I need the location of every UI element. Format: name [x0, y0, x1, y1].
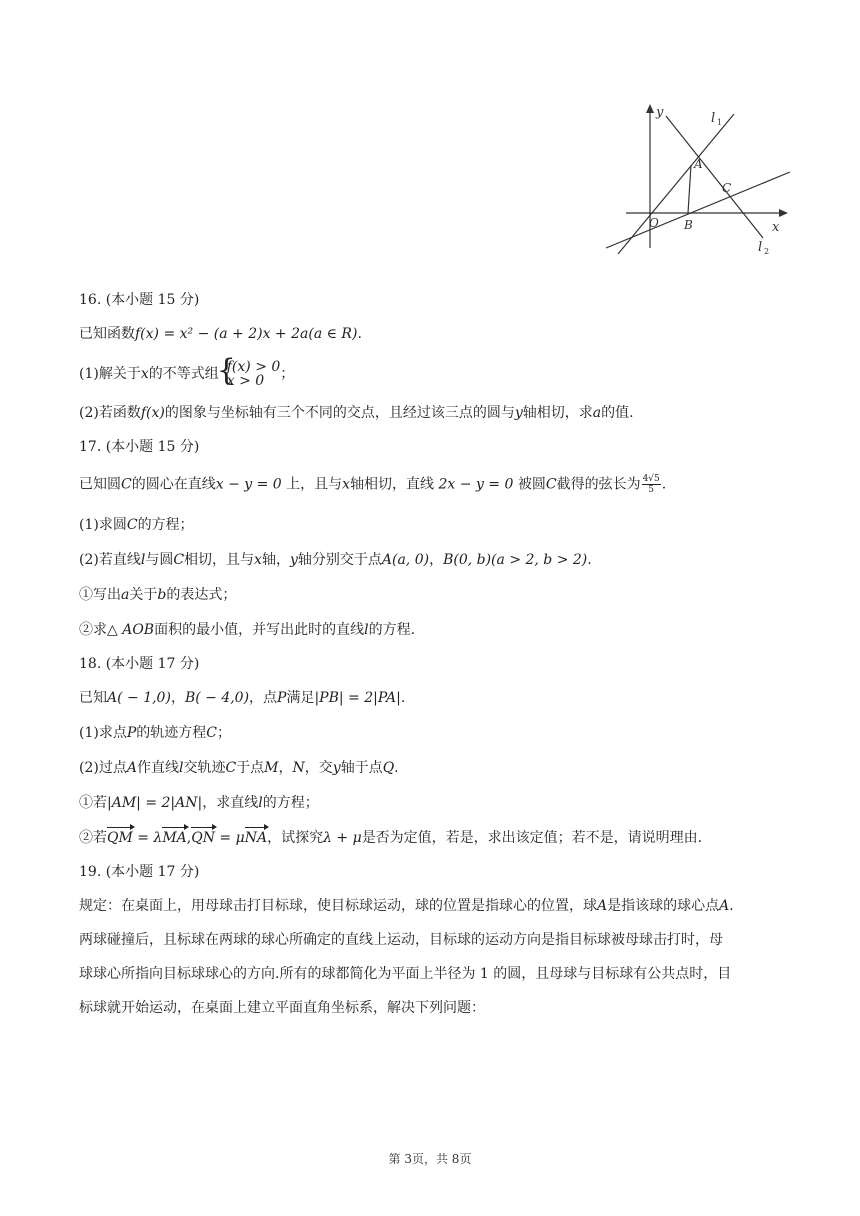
q19-line1	[79, 896, 800, 916]
math-var: l	[258, 795, 263, 811]
text: ②若	[79, 830, 107, 846]
text: 上，且与	[281, 476, 343, 493]
math-expr: x − y = 0	[215, 476, 282, 493]
q18-sub1	[79, 793, 800, 813]
text: ；	[280, 366, 295, 382]
text: .	[357, 326, 362, 342]
text: 于点	[236, 760, 265, 776]
x-axis-arrow	[779, 209, 788, 217]
q19-line2: 两球碰撞后，且标球在两球的球心所确定的直线上运动，目标球的运动方向是指目标球被母球击打时，母	[79, 932, 723, 948]
math-expr: 2x − y = 0	[438, 476, 514, 493]
text: 已知函数	[79, 326, 135, 342]
math-var: AOB	[122, 622, 155, 638]
text: 是指该球的球心点	[607, 898, 720, 914]
math-expr: B( − 4,0)	[184, 690, 250, 706]
text: ①若	[79, 795, 107, 811]
q18-heading: 18. (本小题 17 分)	[79, 656, 200, 672]
math-var: y	[289, 552, 298, 568]
label-l2: l	[758, 240, 763, 255]
inequality-2: x > 0	[226, 373, 265, 389]
math-var: M	[264, 760, 279, 776]
q19-heading: 19. (本小题 17 分)	[79, 864, 200, 880]
q18-part1	[79, 723, 800, 743]
text: ，点	[249, 690, 278, 706]
text: 的圆心在直线	[131, 476, 216, 493]
math-var: x	[140, 366, 149, 382]
math-var: C	[206, 725, 217, 741]
inequality-system	[219, 360, 281, 388]
text: .	[661, 476, 667, 493]
label-o: O	[649, 216, 659, 230]
q17-sub1	[79, 585, 800, 605]
text: 轴，	[261, 552, 290, 568]
q16-stem	[79, 324, 800, 344]
text: 是否为定值，若是，求出该定值；若不是，请说明理由.	[361, 830, 703, 846]
text: 被圆	[513, 476, 546, 493]
math-var: a	[592, 405, 602, 421]
label-c: C	[722, 181, 732, 195]
math-var: x	[342, 476, 351, 493]
text: (1)解关于	[79, 366, 141, 382]
label-l2-sub: 2	[764, 247, 770, 256]
text: (1)求圆	[79, 517, 127, 533]
geometry-figure	[598, 98, 798, 260]
math-var: P	[277, 690, 287, 706]
text: ，	[429, 552, 444, 568]
text: 轴相切，直线	[350, 476, 439, 493]
text: ，	[278, 760, 293, 776]
math-var: A	[597, 898, 608, 914]
math-var: C	[225, 760, 237, 776]
fraction-denominator: 5	[648, 485, 655, 495]
label-y: y	[656, 105, 664, 120]
text: 轴相切，求	[522, 405, 593, 421]
math-var: C	[126, 517, 138, 533]
q18-part2	[79, 758, 800, 778]
text: (2)若函数	[79, 405, 141, 421]
math-expr: |AM| = 2|AN|	[107, 795, 203, 811]
q16-part2	[79, 403, 800, 423]
text: 的方程；	[137, 517, 194, 533]
math-var: C	[545, 476, 557, 493]
math-var: l	[140, 552, 146, 568]
text: ，	[170, 690, 185, 706]
math-var: y	[514, 405, 523, 421]
math-var: Q	[382, 760, 395, 776]
text: (1)求点	[79, 725, 127, 741]
math-var: y	[332, 760, 341, 776]
math-var: C	[121, 476, 132, 493]
text: ，求直线	[202, 795, 259, 811]
math-expr: A( − 1,0)	[107, 690, 171, 706]
math-var: A	[719, 898, 730, 914]
text: (2)若直线	[79, 552, 141, 568]
text: 交轨迹	[183, 760, 226, 776]
vector-qn: QN	[191, 830, 215, 846]
text: 的值.	[601, 405, 634, 421]
line-l2	[666, 116, 763, 238]
math-expr: |PB| = 2|PA|	[314, 690, 401, 706]
math-var: b	[157, 587, 167, 603]
text: .	[729, 898, 734, 914]
text: 的方程；	[262, 795, 319, 811]
label-b: B	[684, 218, 693, 232]
text: (2)过点	[79, 760, 127, 776]
math-expr: = μ	[214, 830, 245, 846]
math-var: C	[173, 552, 185, 568]
q19-line4: 标球就开始运动，在桌面上建立平面直角坐标系，解决下列问题：	[79, 1000, 485, 1016]
vector-na: NA	[244, 830, 268, 846]
q16-heading: 16. (本小题 15 分)	[79, 292, 200, 308]
math-expr: = λ	[132, 830, 163, 846]
fraction	[642, 474, 661, 495]
text: 的表达式；	[166, 587, 237, 603]
inequality-1: { f(x) > 0	[226, 359, 281, 375]
vector-qm: QM	[107, 830, 133, 846]
math-var: A	[126, 760, 137, 776]
function-expression: f(x) = x² − (a + 2)x + 2a(a ∈ R)	[135, 326, 358, 342]
vector-ma: MA	[162, 830, 187, 846]
text: ，交	[304, 760, 333, 776]
text: ，试探究	[267, 830, 324, 846]
label-l1-sub: 1	[717, 118, 723, 127]
text: 关于	[129, 587, 158, 603]
text: ,	[186, 830, 192, 846]
y-axis-arrow	[646, 104, 654, 113]
segment-ab	[688, 165, 691, 213]
text: 的轨迹方程	[136, 725, 207, 741]
text: .	[400, 690, 406, 706]
text: 作直线	[136, 760, 179, 776]
text: 的图象与坐标轴有三个不同的交点，且经过该三点的圆与	[164, 405, 515, 421]
label-a: A	[694, 157, 703, 171]
math-var: P	[126, 725, 137, 741]
q17-part1	[79, 515, 800, 535]
text: .	[394, 760, 399, 776]
math-var: l	[178, 760, 184, 776]
math-var: N	[292, 760, 305, 776]
q17-part2	[79, 550, 800, 570]
q18-stem	[79, 688, 800, 708]
text: 规定：在桌面上，用母球击打目标球，使目标球运动，球的位置是指球心的位置，球	[79, 898, 597, 914]
q17-heading: 17. (本小题 15 分)	[79, 439, 200, 455]
fraction-numerator: 4√5	[642, 474, 660, 484]
math-var: f(x)	[140, 405, 165, 421]
text: 轴分别交于点	[297, 552, 382, 568]
line-l1	[618, 114, 734, 254]
math-expr: A(a, 0)	[381, 552, 430, 568]
math-var: l	[364, 622, 369, 638]
text: 相切，且与	[184, 552, 255, 568]
math-expr: λ + μ	[323, 830, 362, 846]
label-l1: l	[711, 111, 716, 126]
text: 已知圆	[79, 476, 121, 493]
math-var: a	[121, 587, 130, 603]
text: 轴于点	[340, 760, 383, 776]
text: ；	[216, 725, 231, 741]
q17-sub2	[79, 620, 800, 640]
text: 截得的弦长为	[556, 476, 641, 493]
text: .	[587, 552, 592, 568]
text: 满足	[286, 690, 315, 706]
text: 面积的最小值，并写出此时的直线	[154, 622, 365, 638]
q19-line3: 球球心所指向目标球球心的方向.所有的球都简化为平面上半径为 1 的圆，且母球与目标球有公共点时，目	[79, 966, 732, 982]
q16-part1	[79, 360, 800, 388]
text: 的不等式组	[148, 366, 219, 382]
math-var: x	[254, 552, 262, 568]
text: 的方程.	[368, 622, 416, 638]
text: 与圆	[145, 552, 174, 568]
page-footer: 第 3页，共 8页	[388, 1152, 472, 1166]
text: ②求△	[79, 622, 123, 638]
q18-sub2	[79, 828, 800, 848]
text: 已知	[79, 690, 107, 706]
label-x: x	[772, 220, 780, 235]
text: ①写出	[79, 587, 121, 603]
math-expr: B(0, b)(a > 2, b > 2)	[443, 552, 588, 568]
q17-stem	[79, 474, 800, 495]
